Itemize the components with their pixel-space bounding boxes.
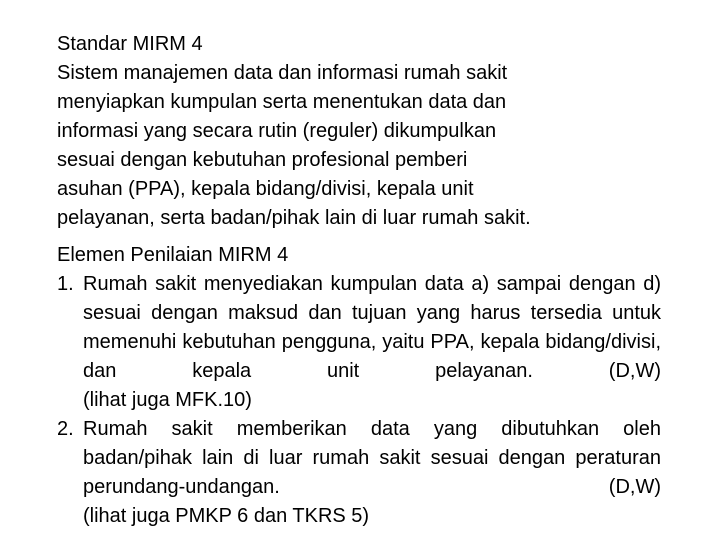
- list-item: [57, 415, 661, 531]
- standard-line: pelayanan, serta badan/pihak lain di luar rumah sakit.: [57, 207, 531, 229]
- list-item-text: Rumah sakit memberikan data yang dibutuhkan oleh badan/pihak lain di luar rumah sakit sesuai dengan peraturan perundang-undangan. (D,W): [83, 418, 661, 498]
- list-item: [57, 270, 661, 415]
- elements-list: [57, 270, 661, 531]
- standard-line: informasi yang secara rutin (reguler) dikumpulkan: [57, 120, 497, 142]
- list-item-reference: (lihat juga PMKP 6 dan TKRS 5): [83, 505, 370, 527]
- list-item-text: Rumah sakit menyediakan kumpulan data a) sampai dengan d) sesuai dengan maksud dan tujuan yang harus tersedia untuk memenuhi kebutuhan pengguna, yaitu PPA, kepala bidang/divisi, dan kepala unit pelayanan. (D,W): [83, 273, 661, 382]
- standard-description: [57, 59, 661, 233]
- section-spacer: [57, 233, 661, 241]
- standard-line: sesuai dengan kebutuhan profesional pemberi: [57, 149, 468, 171]
- elements-title: Elemen Penilaian MIRM 4: [57, 244, 289, 266]
- standard-line: Sistem manajemen data dan informasi rumah sakit: [57, 62, 508, 84]
- list-item-number: 1.: [57, 273, 74, 295]
- standard-line: menyiapkan kumpulan serta menentukan data dan: [57, 91, 507, 113]
- list-item-number: 2.: [57, 418, 74, 440]
- standard-title: Standar MIRM 4: [57, 33, 203, 55]
- document-content: [57, 30, 661, 531]
- standard-line: asuhan (PPA), kepala bidang/divisi, kepala unit: [57, 178, 474, 200]
- list-item-reference: (lihat juga MFK.10): [83, 389, 252, 411]
